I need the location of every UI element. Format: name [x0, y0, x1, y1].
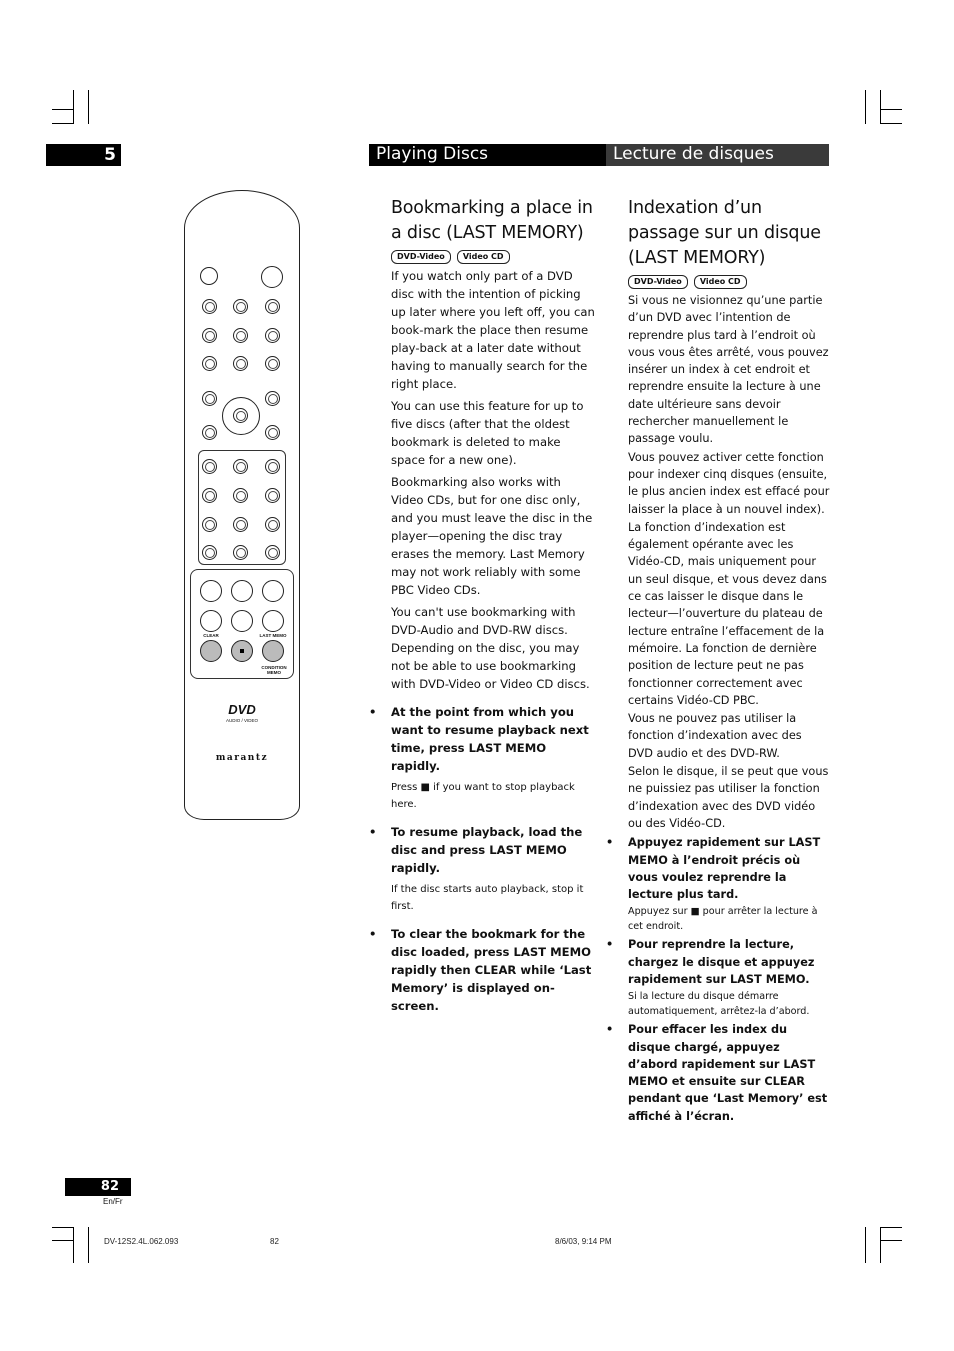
file-page: 82	[270, 1237, 279, 1246]
instruction-note: Press ■ if you want to stop playback here.	[391, 782, 575, 810]
remote-button	[233, 328, 248, 343]
remote-button	[202, 488, 217, 503]
instruction-step: • Appuyez rapidement sur LAST MEMO à l’endroit précis où vous voulez reprendre la lecture plus tard.	[628, 834, 830, 903]
crop-mark	[865, 1227, 866, 1263]
instruction-note: Si la lecture du disque démarre automatiquement, arrêtez-la d’abord.	[628, 991, 810, 1018]
french-column	[628, 196, 830, 1126]
remote-button	[265, 545, 280, 560]
crop-mark	[52, 1240, 74, 1241]
remote-button	[202, 545, 217, 560]
remote-button	[202, 356, 217, 371]
crop-mark	[73, 1227, 74, 1263]
condition-memo-label: CONDITION MEMO	[261, 665, 287, 675]
disc-type-badges	[628, 275, 830, 289]
crop-mark	[52, 1227, 74, 1228]
remote-button	[200, 267, 218, 285]
section-title-en: Playing Discs	[369, 144, 606, 166]
remote-button	[262, 610, 284, 632]
remote-button	[265, 299, 280, 314]
clear-button-label: CLEAR	[203, 633, 219, 638]
remote-button	[265, 356, 280, 371]
remote-button	[233, 488, 248, 503]
remote-button	[202, 517, 217, 532]
remote-button	[265, 391, 280, 406]
instruction-step: • At the point from which you want to resume playback next time, press LAST MEMO rapidly.	[391, 703, 596, 775]
body-paragraph: Bookmarking also works with Video CDs, but for one disc only, and you must leave the disc in the player—opening the disc tray erases the memory. Last Memory may not work reliably with some PBC Video CDs.	[391, 475, 593, 597]
section-title-fr: Lecture de disques	[606, 144, 829, 166]
english-column	[391, 196, 596, 1019]
body-paragraph: If you watch only part of a DVD disc with the intention of picking up later where you left off, you can book-mark the place then resume play-back at a later date without having to manually search for the right place.	[391, 269, 595, 391]
video-cd-badge: Video CD	[457, 250, 510, 264]
last-memo-button	[262, 640, 284, 662]
remote-button	[265, 517, 280, 532]
remote-button	[202, 391, 217, 406]
remote-button	[265, 328, 280, 343]
instruction-step: • To clear the bookmark for the disc loaded, press LAST MEMO rapidly then CLEAR while ‘Last Memory’ is displayed on-screen.	[391, 925, 596, 1015]
crop-mark	[52, 109, 74, 110]
stop-icon	[240, 649, 244, 653]
page-number: 82	[65, 1178, 131, 1196]
remote-control-illustration	[184, 190, 300, 820]
instruction-step: • Pour effacer les index du disque chargé, appuyez d’abord rapidement sur LAST MEMO et ensuite sur CLEAR pendant que ‘Last Memory’ est affiché à l’écran.	[628, 1021, 830, 1125]
instruction-step: • To resume playback, load the disc and press LAST MEMO rapidly.	[391, 823, 596, 877]
dvd-logo: DVD	[228, 702, 256, 717]
disc-type-badges	[391, 250, 596, 264]
remote-button	[233, 299, 248, 314]
remote-button	[261, 266, 283, 288]
crop-mark	[880, 1227, 881, 1263]
crop-mark	[73, 90, 74, 124]
remote-button	[265, 488, 280, 503]
video-cd-badge: Video CD	[694, 275, 747, 289]
body-paragraph: Vous pouvez activer cette fonction pour indexer cinq disques (ensuite, le plus ancien index est effacé pour laisser la place à un nouvel index).	[628, 450, 830, 516]
remote-button	[200, 580, 222, 602]
remote-button	[265, 425, 280, 440]
dvd-logo-subtitle: AUDIO / VIDEO	[225, 718, 258, 723]
remote-button	[202, 425, 217, 440]
remote-button	[233, 545, 248, 560]
remote-button	[202, 299, 217, 314]
remote-button	[200, 610, 222, 632]
chapter-number: 5	[46, 144, 121, 166]
remote-button	[262, 580, 284, 602]
file-code: DV-12S2.4L.062.093	[104, 1237, 179, 1246]
remote-button	[202, 328, 217, 343]
remote-button	[233, 517, 248, 532]
crop-mark	[88, 90, 89, 124]
body-paragraph: You can use this feature for up to five discs (after that the oldest bookmark is deleted to make space for a new one).	[391, 399, 584, 467]
section-heading-en: Bookmarking a place in a disc (LAST MEMORY)	[391, 198, 593, 243]
remote-button	[231, 580, 253, 602]
body-paragraph: Si vous ne visionnez qu’une partie d’un DVD avec l’intention de reprendre plus tard à l’endroit où vous vous êtes arrêté, vous pouvez insérer un index à cet endroit et reprendre ensuite la lecture à une date ultérieure sans devoir rechercher manuellement le passage voulu.	[628, 294, 829, 446]
language-code: En/Fr	[103, 1197, 123, 1206]
crop-mark	[880, 90, 881, 124]
print-timestamp: 8/6/03, 9:14 PM	[555, 1237, 612, 1246]
crop-mark	[880, 109, 902, 110]
brand-logo: marantz	[215, 753, 269, 763]
body-paragraph: You can't use bookmarking with DVD-Audio and DVD-RW discs. Depending on the disc, you may not be able to use bookmarking with DVD-Video or Video CD discs.	[391, 605, 590, 691]
last-memo-button-label: LAST MEMO	[259, 633, 287, 638]
dvd-video-badge: DVD-Video	[628, 275, 688, 289]
body-paragraph: Selon le disque, il se peut que vous ne puissiez pas utiliser la fonction d’indexation avec des DVD vidéo ou des Vidéo-CD.	[628, 765, 829, 830]
crop-mark	[880, 1240, 902, 1241]
remote-button	[233, 356, 248, 371]
instruction-note: Appuyez sur ■ pour arrêter la lecture à cet endroit.	[628, 906, 818, 933]
crop-mark	[52, 123, 74, 124]
section-heading-fr: Indexation d’un passage sur un disque (LAST MEMORY)	[628, 198, 821, 268]
crop-mark	[880, 1227, 902, 1228]
remote-button	[233, 459, 248, 474]
remote-button	[265, 459, 280, 474]
remote-button	[233, 408, 248, 423]
remote-button	[202, 459, 217, 474]
dvd-video-badge: DVD-Video	[391, 250, 451, 264]
instruction-note: If the disc starts auto playback, stop it first.	[391, 884, 584, 912]
crop-mark	[88, 1227, 89, 1263]
instruction-step: • Pour reprendre la lecture, chargez le disque et appuyez rapidement sur LAST MEMO.	[628, 936, 830, 988]
body-paragraph: La fonction d’indexation est également opérante avec les Vidéo-CD, mais uniquement pour un seul disque, et vous devez dans ce cas laisser le disque dans le lecteur—l’ouverture du plateau de lecture entraîne l’effacement de la mémoire. La fonction de dernière position de lecture peut ne pas fonctionner correctement avec certains Vidéo-CD PBC.	[628, 520, 827, 707]
crop-mark	[880, 123, 902, 124]
clear-button	[200, 640, 222, 662]
body-paragraph: Vous ne pouvez pas utiliser la fonction d’indexation avec des DVD audio et des DVD-RW.	[628, 712, 802, 760]
remote-button	[231, 610, 253, 632]
crop-mark	[865, 90, 866, 124]
